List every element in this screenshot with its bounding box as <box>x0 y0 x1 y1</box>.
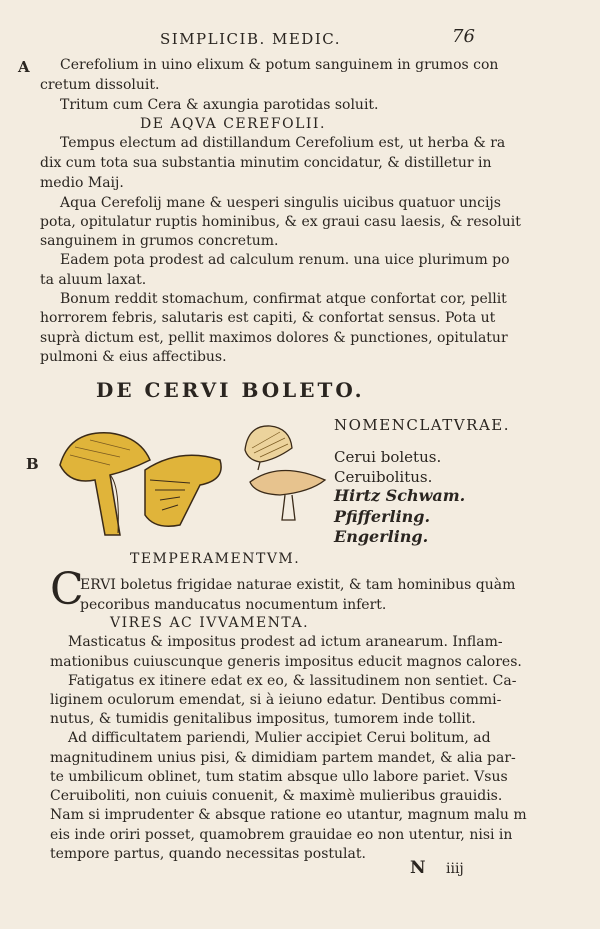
margin-letter-a: A <box>18 58 30 76</box>
fungus-woodcut-right <box>240 420 330 530</box>
text-line: Ad difficultatem pariendi, Mulier accipiet Cerui bolitum, ad <box>68 730 491 746</box>
text-line: magnitudinem unius pisi, & dimidiam partem mandet, & alia par- <box>50 750 516 766</box>
text-line: Tritum cum Cera & axungia parotidas soluit. <box>60 97 379 113</box>
text-line: ERVI boletus frigidae naturae existit, & tam hominibus quàm <box>80 577 516 593</box>
signature-number: iiij <box>446 861 464 877</box>
margin-letter-b: B <box>26 455 39 473</box>
subheading: DE AQVA CEREFOLII. <box>140 116 326 132</box>
text-line: sanguinem in grumos concretum. <box>40 233 279 249</box>
text-line: mationibus cuiuscunque generis impositus educit magnos calores. <box>50 654 522 670</box>
fungus-name: Hirtz Schwam. <box>334 486 466 505</box>
text-line: eis inde oriri posset, quamobrem grauidae eo non utentur, nisi in <box>50 827 513 843</box>
text-line: Fatigatus ex itinere edat ex eo, & lassitudinem non sentiet. Ca- <box>68 673 517 689</box>
text-line: ta aluum laxat. <box>40 272 147 288</box>
signature-letter: N <box>410 858 426 878</box>
fungus-name: Ceruibolitus. <box>334 468 433 486</box>
text-line: Masticatus & impositus prodest ad ictum aranearum. Inflam- <box>68 634 503 650</box>
folio-number: 76 <box>452 26 475 47</box>
section-title: DE CERVI BOLETO. <box>96 378 365 402</box>
text-line: Tempus electum ad distillandum Cerefolium est, ut herba & ra <box>60 135 506 151</box>
text-line: pecoribus manducatus nocumentum infert. <box>80 597 387 613</box>
text-line: suprà dictum est, pellit maximos dolores & punctiones, opitulatur <box>40 330 508 346</box>
text-line: Ceruiboliti, non cuiuis conuenit, & maximè mulieribus grauidis. <box>50 788 503 804</box>
text-line: horrorem febris, salutaris est capiti, & confortat sensus. Pota ut <box>40 310 496 326</box>
text-line: Nam si imprudenter & absque ratione eo utantur, magnum malu m <box>50 807 527 823</box>
fungus-name: Cerui boletus. <box>334 448 442 466</box>
text-line: te umbilicum oblinet, tum statim absque ullo labore pariet. Vsus <box>50 769 508 785</box>
fungus-woodcut-left <box>50 425 230 545</box>
text-line: Bonum reddit stomachum, confirmat atque confortat cor, pellit <box>60 291 507 307</box>
running-title: SIMPLICIB. MEDIC. <box>160 30 341 48</box>
text-line: Aqua Cerefolij mane & uesperi singulis uicibus quatuor uncijs <box>60 195 501 211</box>
fungus-name: Pfifferling. <box>334 507 431 526</box>
temperamentum-heading: TEMPERAMENTVM. <box>130 551 301 567</box>
text-line: medio Maij. <box>40 175 124 191</box>
text-line: pulmoni & eius affectibus. <box>40 349 227 365</box>
nomenclature-heading: NOMENCLATVRAE. <box>334 416 510 434</box>
text-line: liginem oculorum emendat, si à ieiuno edatur. Dentibus commi- <box>50 692 502 708</box>
text-line: Eadem pota prodest ad calculum renum. una uice plurimum po <box>60 252 510 268</box>
text-line: dix cum tota sua substantia minutim concidatur, & distilletur in <box>40 155 492 171</box>
text-line: cretum dissoluit. <box>40 77 160 93</box>
text-line: pota, opitulatur ruptis hominibus, & ex graui casu laesis, & resoluit <box>40 214 521 230</box>
drop-cap: C <box>50 564 84 615</box>
subheading: VIRES AC IVVAMENTA. <box>110 615 310 631</box>
fungus-name: Engerling. <box>334 527 429 546</box>
text-line: tempore partus, quando necessitas postulat. <box>50 846 366 862</box>
text-line: nutus, & tumidis genitalibus impositus, tumorem inde tollit. <box>50 711 476 727</box>
text-line: Cerefolium in uino elixum & potum sanguinem in grumos con <box>60 57 499 73</box>
